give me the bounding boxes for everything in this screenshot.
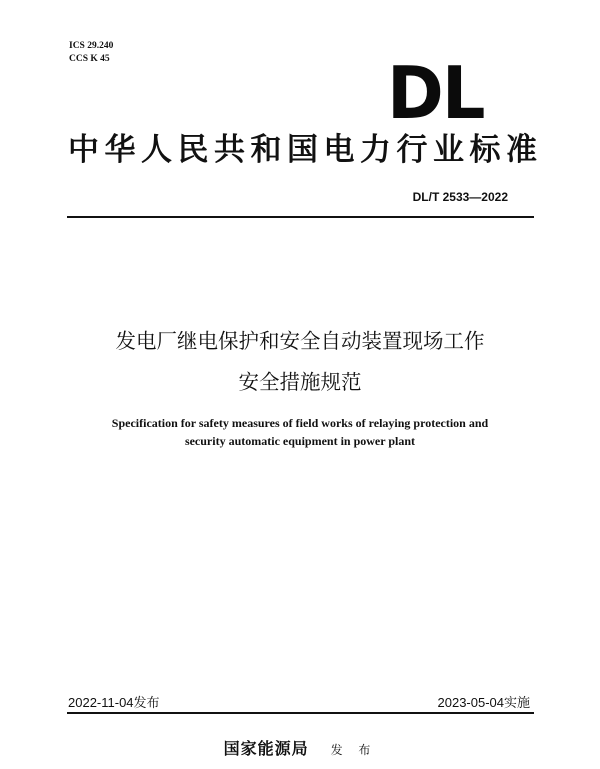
publisher-line <box>0 736 600 759</box>
standard-number: DL/T 2533—2022 <box>412 190 508 204</box>
ics-code: ICS 29.240 <box>69 41 114 51</box>
bottom-divider <box>67 712 534 714</box>
implementation-date: 2023-05-04实施 <box>437 695 530 710</box>
release-date: 2022-11-04发布 <box>68 695 160 710</box>
issuing-authority: 国家能源局 <box>223 739 309 758</box>
english-title-line-2: security automatic equipment in power plant <box>184 434 416 448</box>
dl-logo: DL <box>387 51 484 135</box>
chinese-title-line-1: 发电厂继电保护和安全自动装置现场工作 <box>115 329 485 353</box>
top-divider <box>67 216 534 218</box>
classification-codes <box>69 40 113 66</box>
issue-label: 发 布 <box>330 743 377 757</box>
industry-standard-title: 中华人民共和国电力行业标准 <box>68 132 538 168</box>
chinese-title-line-2: 安全措施规范 <box>238 370 362 394</box>
english-title-line-1: Specification for safety measures of field works of relaying protection and <box>111 416 489 430</box>
ccs-code: CCS K 45 <box>69 54 110 64</box>
